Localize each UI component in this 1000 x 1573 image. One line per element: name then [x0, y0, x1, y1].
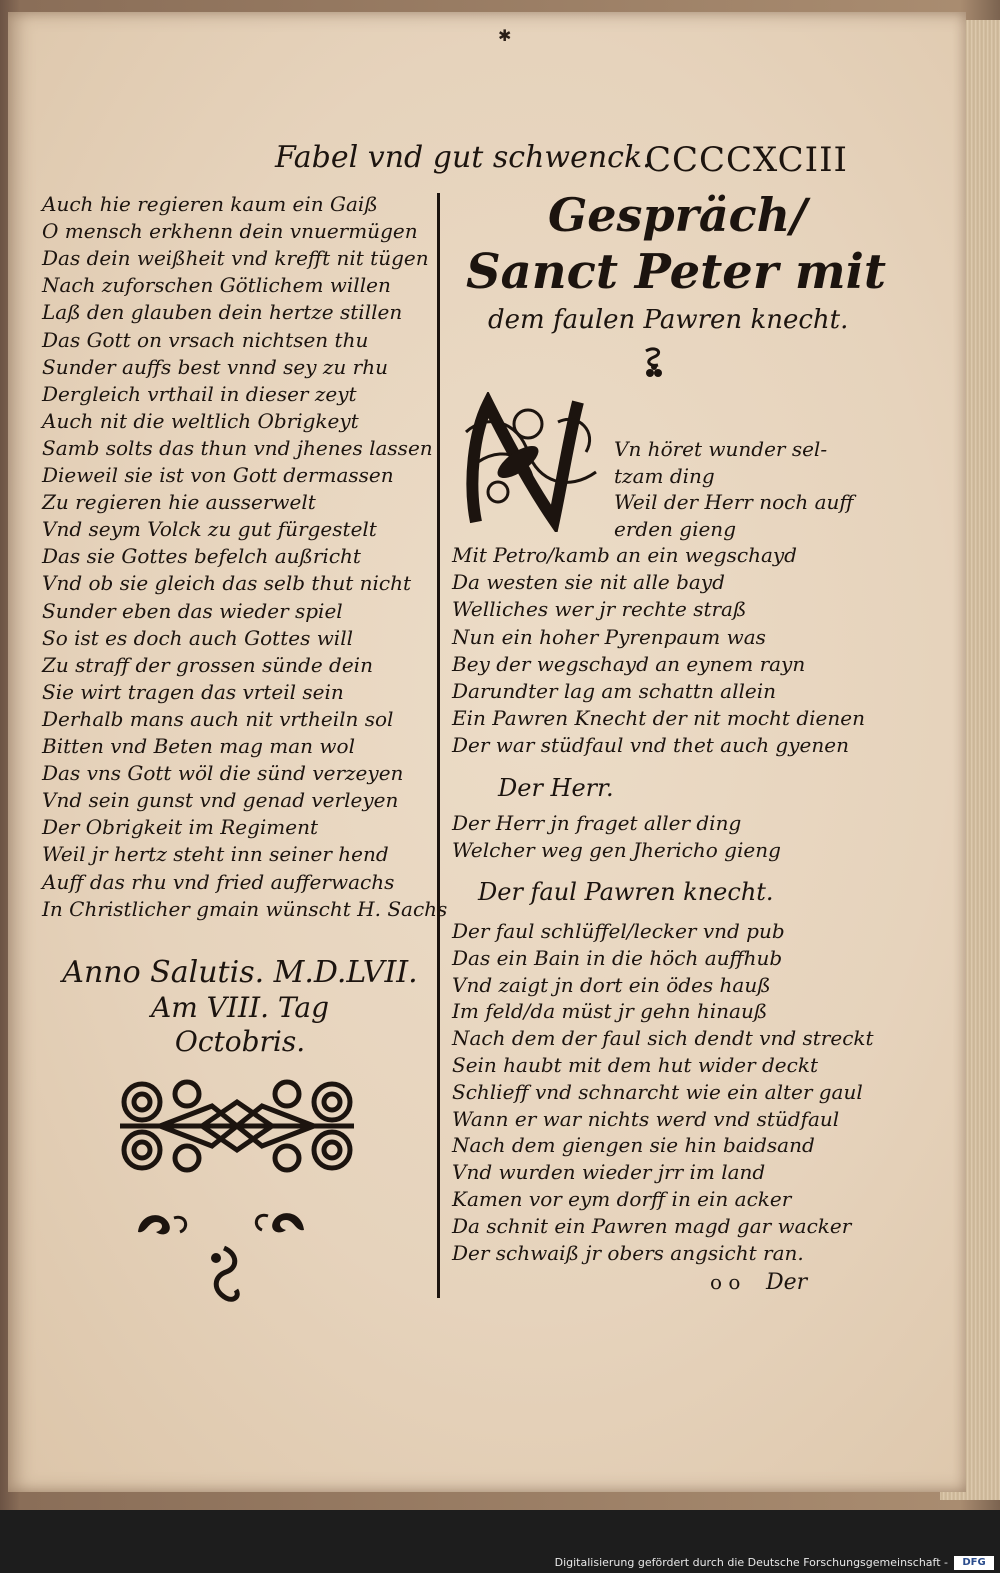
verse-line: Das sie Gottes befelch außricht: [42, 544, 361, 569]
speaker-der-herr: Der Herr.: [498, 774, 614, 802]
verse-line: Weil jr hertz steht inn seiner hend: [42, 842, 389, 867]
colophon-day: Am VIII. Tag: [151, 991, 329, 1024]
verse-line: Der schwaiß jr obers angsicht ran.: [452, 1240, 804, 1265]
verse-line: Vnd wurden wieder jrr im land: [452, 1160, 766, 1185]
verse-line: Nach dem giengen sie hin baidsand: [452, 1133, 815, 1158]
verse-line: Vn höret wunder sel-: [614, 437, 828, 461]
verse-line: Kamen vor eym dorff in ein acker: [452, 1187, 792, 1211]
poem-title-line3: dem faulen Pawren knecht.: [488, 305, 849, 335]
verse-line: Weil der Herr noch auff: [614, 490, 854, 514]
verse-line: Vnd seym Volck zu gut fürgestelt: [42, 517, 377, 542]
verse-line: tzam ding: [614, 463, 715, 488]
verse-line: Nach dem der faul sich dendt vnd streckt: [452, 1026, 874, 1051]
verse-line: In Christlicher gmain wünscht H. Sachs: [42, 896, 448, 921]
fleuron-small-icon: [640, 345, 668, 381]
verse-line: Derhalb mans auch nit vrtheiln sol: [42, 706, 394, 731]
dfg-logo: DFG: [954, 1556, 994, 1570]
footer-bar: [0, 1510, 1000, 1573]
fleuron-bottom-icon: [204, 1244, 244, 1304]
verse-line: Auch nit die weltlich Obrigkeyt: [42, 408, 359, 433]
verse-line: Das ein Bain in die höch auffhub: [452, 945, 783, 970]
verse-line: Der faul schlüffel/lecker vnd pub: [452, 919, 785, 943]
verse-line: Das vns Gott wöl die sünd verzeyen: [42, 761, 404, 786]
verse-line: Mit Petro/kamb an ein wegschayd: [452, 543, 797, 567]
verse-line: Bitten vnd Beten mag man wol: [42, 734, 355, 758]
digitization-credit: Digitalisierung gefördert durch die Deutsche Forschungsgemeinschaft -: [554, 1556, 948, 1569]
verse-line: Das dein weißheit vnd krefft nit tügen: [42, 246, 429, 271]
verse-line: Ein Pawren Knecht der nit mocht dienen: [452, 706, 865, 731]
verse-line: Auch hie regieren kaum ein Gaiß: [42, 192, 378, 216]
verse-line: Sunder auffs best vnnd sey zu rhu: [42, 354, 388, 379]
verse-line: Nun ein hoher Pyrenpaum was: [452, 624, 766, 649]
verse-line: Welliches wer jr rechte straß: [452, 597, 747, 622]
verse-line: Vnd ob sie gleich das selb thut nicht: [42, 571, 412, 596]
verse-line: Auff das rhu vnd fried aufferwachs: [42, 869, 395, 894]
knotwork-ornament-icon: [112, 1072, 362, 1180]
verse-line: Sein haubt mit dem hut wider deckt: [452, 1053, 818, 1077]
verse-line: Samb solts das thun vnd jhenes lassen: [42, 435, 433, 460]
colophon: [50, 955, 430, 1059]
verse-line: Bey der wegschayd an eynem rayn: [452, 651, 806, 676]
verse-line: Schlieff vnd schnarcht wie ein alter gaul: [452, 1079, 863, 1104]
catchword: Der: [766, 1270, 808, 1295]
verse-line: Sunder eben das wieder spiel: [42, 598, 343, 623]
verse-line: Dieweil sie ist von Gott dermassen: [42, 463, 394, 487]
verse-line: Nach zuforschen Götlichem willen: [42, 273, 391, 298]
poem-title-line1: Gespräch/: [548, 188, 807, 242]
verse-line: erden gieng: [614, 516, 736, 541]
verse-line: Zu straff der grossen sünde dein: [42, 652, 373, 677]
verse-line: Das Gott on vrsach nichtsen thu: [42, 327, 369, 352]
verse-line: Der war stüdfaul vnd thet auch gyenen: [452, 733, 849, 758]
verse-line: Der Obrigkeit im Regiment: [42, 815, 319, 840]
running-title: Fabel vnd gut schwenck.: [275, 140, 652, 175]
verse-line: Laß den glauben dein hertze stillen: [42, 300, 403, 325]
verse-line: Zu regieren hie ausserwelt: [42, 490, 316, 515]
verse-line: Dergleich vrthail in dieser zeyt: [42, 381, 357, 406]
verse-line: Wann er war nichts werd vnd stüdfaul: [452, 1106, 840, 1131]
verse-line: Der Herr jn fraget aller ding: [452, 811, 742, 835]
ornament-star-icon: ✱: [498, 26, 512, 45]
decorated-initial-n-icon: [458, 392, 603, 532]
verse-line: Da schnit ein Pawren magd gar wacker: [452, 1213, 852, 1238]
verse-line: Darundter lag am schattn allein: [452, 679, 777, 703]
verse-line: Im feld/da müst jr gehn hinauß: [452, 999, 768, 1024]
speaker-pawren-knecht: Der faul Pawren knecht.: [478, 878, 774, 906]
folio-number: CCCCXCIII: [645, 140, 848, 180]
fleuron-left-icon: [134, 1206, 194, 1242]
colophon-month: Octobris.: [174, 1025, 306, 1058]
poem-title-line2: Sanct Peter mit: [466, 244, 887, 300]
verse-line: Vnd sein gunst vnd genad verleyen: [42, 788, 399, 813]
signature-mark: o o: [710, 1270, 741, 1294]
fleuron-right-icon: [248, 1204, 308, 1240]
column-divider: [437, 193, 440, 1298]
verse-line: Da westen sie nit alle bayd: [452, 570, 725, 595]
verse-line: So ist es doch auch Gottes will: [42, 625, 353, 650]
verse-line: O mensch erkhenn dein vnuermügen: [42, 219, 418, 244]
verse-line: Vnd zaigt jn dort ein ödes hauß: [452, 972, 771, 997]
verse-line: Welcher weg gen Jhericho gieng: [452, 838, 781, 862]
colophon-year: Anno Salutis. M.D.LVII.: [62, 955, 418, 990]
verse-line: Sie wirt tragen das vrteil sein: [42, 679, 344, 704]
